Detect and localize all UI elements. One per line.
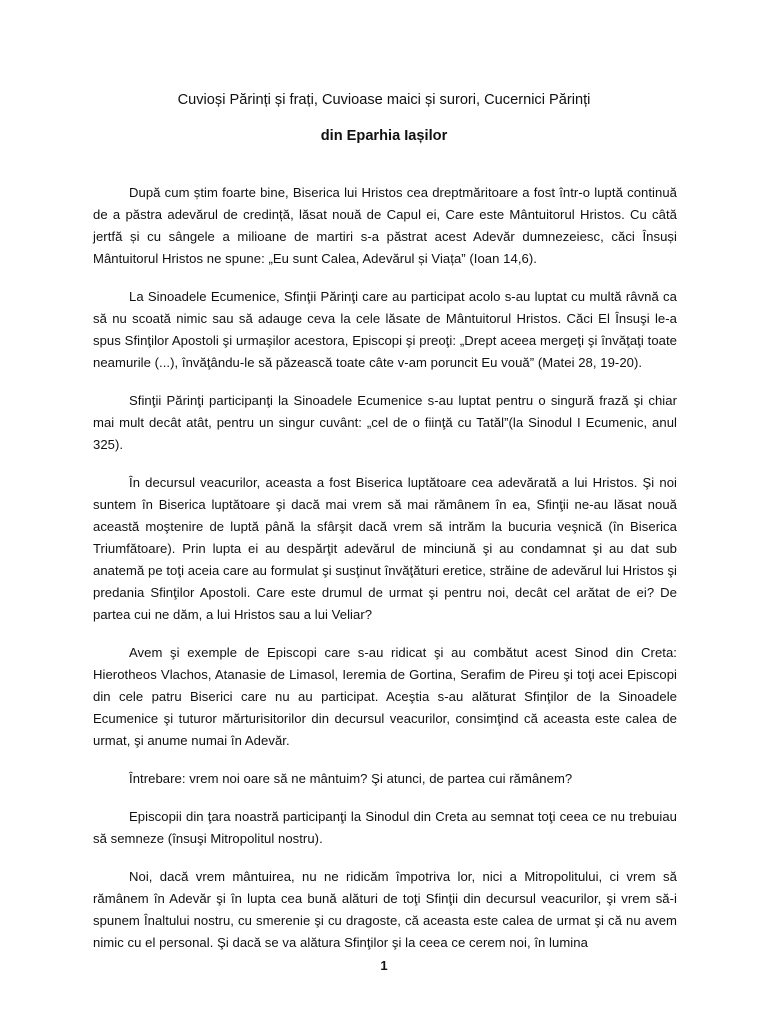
page-number: 1 [380,958,388,973]
document-salutation-line: Cuvioși Părinți și frați, Cuvioase maici și surori, Cucernici Părinți [177,92,591,108]
paragraph-8: Noi, dacă vrem mântuirea, nu ne ridicăm împotriva lor, nici a Mitropolitului, ci vrem să rămânem în Adevăr şi în lupta cea bună alături de toţi Sfinţii din decursul veacurilor, şi vrem să-i spunem Înaltului nostru, cu smerenie şi cu dragoste, că aceasta este calea de urmat şi că nu avem nimic cu el personal. Şi dacă se va alătura Sfinţilor şi la ceea ce cerem noi, în lumina [93,869,677,950]
paragraph-4: În decursul veacurilor, aceasta a fost Biserica luptătoare cea adevărată a lui Hristos. Şi noi suntem în Biserica luptătoare şi dacă mai vrem să mai rămânem în ea, Sfinţii ne-au lăsat nouă această moştenire de luptă până la sfârşit dacă vrem să intrăm la bucuria veşnică (în Biserica Triumfătoare). Prin lupta ei au despărţit adevărul de minciună şi au condamnat şi au dat sub anatemă pe toţi aceia care au formulat şi susţinut învăţături eretice, străine de adevărul lui Hristos şi predania Sfinţilor Apostoli. Care este drumul de urmat şi pentru noi, decât cel arătat de ei? De partea cui ne dăm, a lui Hristos sau a lui Veliar? [93,475,677,622]
paragraph-6: Întrebare: vrem noi oare să ne mântuim? Şi atunci, de partea cui rămânem? [129,771,573,786]
paragraph-5: Avem şi exemple de Episcopi care s-au ridicat şi au combătut acest Sinod din Creta: Hierotheos Vlachos, Atanasie de Limasol, Ieremia de Gortina, Serafim de Pireu şi toţi acei Episcopi din cele patru Biserici care nu au participat. Aceştia s-au alăturat Sfinţilor de la Sinoadele Ecumenice şi tuturor mărturisitorilor din decursul veacurilor, consimţind că aceasta este calea de urmat, şi anume numai în Adevăr. [93,645,677,748]
document-salutation-subline: din Eparhia Iașilor [320,128,448,144]
paragraph-2: La Sinoadele Ecumenice, Sfinţii Părinţi care au participat acolo s-au luptat cu multă râvnă ca să nu scoată nimic sau să adauge ceva la cele lăsate de Mântuitorul Hristos. Căci El Însuşi le-a spus Sfinţilor Apostoli şi urmaşilor acestora, Episcopi şi preoţi: „Drept aceea mergeţi şi învăţaţi toate neamurile (...), învăţându-le să păzească toate câte v-am poruncit Eu vouă” (Matei 28, 19-20). [93,289,677,370]
document-body [93,182,677,970]
paragraph-3: Sfinţii Părinţi participanţi la Sinoadele Ecumenice s-au luptat pentru o singură frază şi chiar mai mult decât atât, pentru un singur cuvânt: „cel de o fiinţă cu Tatăl”(la Sinodul I Ecumenic, anul 325). [93,393,677,452]
paragraph-1: După cum știm foarte bine, Biserica lui Hristos cea dreptmăritoare a fost într-o luptă continuă de a păstra adevărul de credință, lăsat nouă de Capul ei, Care este Mântuitorul Hristos. Cu câtă jertfă și cu sângele a milioane de martiri s-a păstrat acest Adevăr dumnezeiesc, căci Însuși Mântuitorul Hristos ne spune: „Eu sunt Calea, Adevărul și Viața” (Ioan 14,6). [93,185,677,266]
paragraph-7: Episcopii din ţara noastră participanţi la Sinodul din Creta au semnat toţi ceea ce nu trebuiau să semneze (însuşi Mitropolitul nostru). [93,809,677,846]
